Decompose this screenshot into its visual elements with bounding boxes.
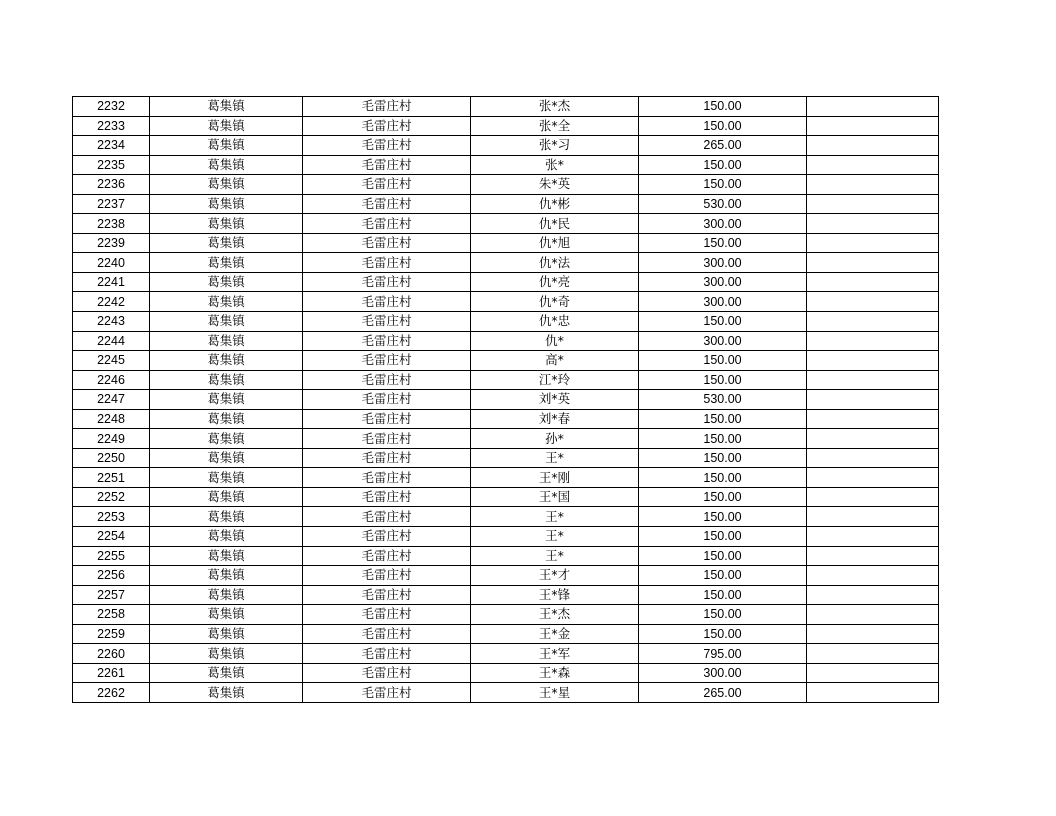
row-number-cell: 2233 <box>73 116 150 136</box>
note-cell <box>807 116 939 136</box>
note-cell <box>807 214 939 234</box>
town-cell: 葛集镇 <box>150 370 303 390</box>
table-row <box>73 351 939 371</box>
village-cell: 毛雷庄村 <box>303 272 471 292</box>
village-cell: 毛雷庄村 <box>303 233 471 253</box>
village-cell: 毛雷庄村 <box>303 468 471 488</box>
row-number-cell: 2242 <box>73 292 150 312</box>
amount-cell: 150.00 <box>639 585 807 605</box>
row-number-cell: 2237 <box>73 194 150 214</box>
row-number-cell: 2250 <box>73 448 150 468</box>
row-number-cell: 2234 <box>73 136 150 156</box>
village-cell: 毛雷庄村 <box>303 175 471 195</box>
note-cell <box>807 331 939 351</box>
note-cell <box>807 312 939 332</box>
table-row <box>73 566 939 586</box>
row-number-cell: 2261 <box>73 663 150 683</box>
ledger-sheet <box>72 96 938 703</box>
table-row <box>73 429 939 449</box>
person-name-cell: 刘*英 <box>471 390 639 410</box>
amount-cell: 150.00 <box>639 233 807 253</box>
table-row <box>73 253 939 273</box>
row-number-cell: 2249 <box>73 429 150 449</box>
amount-cell: 150.00 <box>639 429 807 449</box>
village-cell: 毛雷庄村 <box>303 683 471 703</box>
village-cell: 毛雷庄村 <box>303 97 471 117</box>
village-cell: 毛雷庄村 <box>303 429 471 449</box>
town-cell: 葛集镇 <box>150 468 303 488</box>
town-cell: 葛集镇 <box>150 253 303 273</box>
note-cell <box>807 566 939 586</box>
person-name-cell: 江*玲 <box>471 370 639 390</box>
town-cell: 葛集镇 <box>150 448 303 468</box>
table-row <box>73 487 939 507</box>
amount-cell: 300.00 <box>639 331 807 351</box>
village-cell: 毛雷庄村 <box>303 331 471 351</box>
row-number-cell: 2256 <box>73 566 150 586</box>
person-name-cell: 王*杰 <box>471 605 639 625</box>
amount-cell: 150.00 <box>639 155 807 175</box>
amount-cell: 265.00 <box>639 136 807 156</box>
note-cell <box>807 487 939 507</box>
amount-cell: 530.00 <box>639 390 807 410</box>
amount-cell: 300.00 <box>639 253 807 273</box>
person-name-cell: 仇*法 <box>471 253 639 273</box>
note-cell <box>807 507 939 527</box>
town-cell: 葛集镇 <box>150 487 303 507</box>
table-row <box>73 272 939 292</box>
amount-cell: 150.00 <box>639 487 807 507</box>
town-cell: 葛集镇 <box>150 429 303 449</box>
town-cell: 葛集镇 <box>150 214 303 234</box>
village-cell: 毛雷庄村 <box>303 507 471 527</box>
person-name-cell: 王* <box>471 546 639 566</box>
note-cell <box>807 253 939 273</box>
amount-cell: 530.00 <box>639 194 807 214</box>
village-cell: 毛雷庄村 <box>303 253 471 273</box>
ledger-body <box>73 97 939 703</box>
village-cell: 毛雷庄村 <box>303 487 471 507</box>
town-cell: 葛集镇 <box>150 683 303 703</box>
table-row <box>73 468 939 488</box>
amount-cell: 300.00 <box>639 663 807 683</box>
town-cell: 葛集镇 <box>150 331 303 351</box>
ledger-table <box>72 96 939 703</box>
amount-cell: 150.00 <box>639 448 807 468</box>
table-row <box>73 292 939 312</box>
town-cell: 葛集镇 <box>150 175 303 195</box>
town-cell: 葛集镇 <box>150 116 303 136</box>
table-row <box>73 585 939 605</box>
town-cell: 葛集镇 <box>150 546 303 566</box>
note-cell <box>807 97 939 117</box>
town-cell: 葛集镇 <box>150 272 303 292</box>
row-number-cell: 2248 <box>73 409 150 429</box>
town-cell: 葛集镇 <box>150 409 303 429</box>
table-row <box>73 546 939 566</box>
person-name-cell: 王*军 <box>471 644 639 664</box>
person-name-cell: 朱*英 <box>471 175 639 195</box>
person-name-cell: 刘*春 <box>471 409 639 429</box>
note-cell <box>807 585 939 605</box>
row-number-cell: 2246 <box>73 370 150 390</box>
row-number-cell: 2241 <box>73 272 150 292</box>
person-name-cell: 仇*亮 <box>471 272 639 292</box>
note-cell <box>807 605 939 625</box>
note-cell <box>807 644 939 664</box>
person-name-cell: 仇*忠 <box>471 312 639 332</box>
village-cell: 毛雷庄村 <box>303 155 471 175</box>
table-row <box>73 370 939 390</box>
note-cell <box>807 233 939 253</box>
village-cell: 毛雷庄村 <box>303 624 471 644</box>
note-cell <box>807 624 939 644</box>
village-cell: 毛雷庄村 <box>303 351 471 371</box>
table-row <box>73 448 939 468</box>
amount-cell: 150.00 <box>639 409 807 429</box>
row-number-cell: 2245 <box>73 351 150 371</box>
note-cell <box>807 351 939 371</box>
person-name-cell: 王* <box>471 507 639 527</box>
town-cell: 葛集镇 <box>150 155 303 175</box>
town-cell: 葛集镇 <box>150 566 303 586</box>
person-name-cell: 王* <box>471 527 639 547</box>
note-cell <box>807 409 939 429</box>
village-cell: 毛雷庄村 <box>303 292 471 312</box>
table-row <box>73 97 939 117</box>
table-row <box>73 507 939 527</box>
village-cell: 毛雷庄村 <box>303 370 471 390</box>
table-row <box>73 312 939 332</box>
table-row <box>73 194 939 214</box>
person-name-cell: 孙* <box>471 429 639 449</box>
row-number-cell: 2244 <box>73 331 150 351</box>
note-cell <box>807 683 939 703</box>
person-name-cell: 高* <box>471 351 639 371</box>
amount-cell: 150.00 <box>639 624 807 644</box>
village-cell: 毛雷庄村 <box>303 546 471 566</box>
amount-cell: 795.00 <box>639 644 807 664</box>
town-cell: 葛集镇 <box>150 233 303 253</box>
person-name-cell: 王*刚 <box>471 468 639 488</box>
amount-cell: 150.00 <box>639 605 807 625</box>
note-cell <box>807 448 939 468</box>
village-cell: 毛雷庄村 <box>303 605 471 625</box>
row-number-cell: 2262 <box>73 683 150 703</box>
town-cell: 葛集镇 <box>150 585 303 605</box>
table-row <box>73 527 939 547</box>
row-number-cell: 2243 <box>73 312 150 332</box>
table-row <box>73 683 939 703</box>
table-row <box>73 331 939 351</box>
amount-cell: 150.00 <box>639 468 807 488</box>
town-cell: 葛集镇 <box>150 312 303 332</box>
person-name-cell: 王*星 <box>471 683 639 703</box>
table-row <box>73 136 939 156</box>
row-number-cell: 2252 <box>73 487 150 507</box>
note-cell <box>807 136 939 156</box>
amount-cell: 150.00 <box>639 370 807 390</box>
village-cell: 毛雷庄村 <box>303 136 471 156</box>
village-cell: 毛雷庄村 <box>303 312 471 332</box>
amount-cell: 300.00 <box>639 292 807 312</box>
row-number-cell: 2259 <box>73 624 150 644</box>
note-cell <box>807 194 939 214</box>
village-cell: 毛雷庄村 <box>303 663 471 683</box>
amount-cell: 150.00 <box>639 566 807 586</box>
person-name-cell: 王* <box>471 448 639 468</box>
person-name-cell: 王*才 <box>471 566 639 586</box>
village-cell: 毛雷庄村 <box>303 448 471 468</box>
note-cell <box>807 468 939 488</box>
note-cell <box>807 527 939 547</box>
village-cell: 毛雷庄村 <box>303 527 471 547</box>
amount-cell: 150.00 <box>639 97 807 117</box>
table-row <box>73 233 939 253</box>
note-cell <box>807 663 939 683</box>
village-cell: 毛雷庄村 <box>303 390 471 410</box>
table-row <box>73 409 939 429</box>
row-number-cell: 2255 <box>73 546 150 566</box>
person-name-cell: 张*习 <box>471 136 639 156</box>
town-cell: 葛集镇 <box>150 292 303 312</box>
row-number-cell: 2258 <box>73 605 150 625</box>
table-row <box>73 390 939 410</box>
village-cell: 毛雷庄村 <box>303 116 471 136</box>
town-cell: 葛集镇 <box>150 194 303 214</box>
amount-cell: 300.00 <box>639 272 807 292</box>
amount-cell: 300.00 <box>639 214 807 234</box>
person-name-cell: 仇*旭 <box>471 233 639 253</box>
town-cell: 葛集镇 <box>150 663 303 683</box>
row-number-cell: 2238 <box>73 214 150 234</box>
person-name-cell: 仇*彬 <box>471 194 639 214</box>
row-number-cell: 2235 <box>73 155 150 175</box>
town-cell: 葛集镇 <box>150 644 303 664</box>
amount-cell: 150.00 <box>639 527 807 547</box>
village-cell: 毛雷庄村 <box>303 409 471 429</box>
person-name-cell: 王*森 <box>471 663 639 683</box>
town-cell: 葛集镇 <box>150 605 303 625</box>
person-name-cell: 仇*民 <box>471 214 639 234</box>
town-cell: 葛集镇 <box>150 97 303 117</box>
row-number-cell: 2236 <box>73 175 150 195</box>
table-row <box>73 214 939 234</box>
person-name-cell: 王*锋 <box>471 585 639 605</box>
amount-cell: 265.00 <box>639 683 807 703</box>
town-cell: 葛集镇 <box>150 624 303 644</box>
row-number-cell: 2254 <box>73 527 150 547</box>
person-name-cell: 仇*奇 <box>471 292 639 312</box>
row-number-cell: 2239 <box>73 233 150 253</box>
row-number-cell: 2232 <box>73 97 150 117</box>
village-cell: 毛雷庄村 <box>303 214 471 234</box>
amount-cell: 150.00 <box>639 175 807 195</box>
person-name-cell: 张*全 <box>471 116 639 136</box>
note-cell <box>807 155 939 175</box>
note-cell <box>807 370 939 390</box>
amount-cell: 150.00 <box>639 312 807 332</box>
village-cell: 毛雷庄村 <box>303 566 471 586</box>
amount-cell: 150.00 <box>639 351 807 371</box>
person-name-cell: 张* <box>471 155 639 175</box>
note-cell <box>807 390 939 410</box>
table-row <box>73 624 939 644</box>
town-cell: 葛集镇 <box>150 136 303 156</box>
table-row <box>73 155 939 175</box>
table-row <box>73 663 939 683</box>
town-cell: 葛集镇 <box>150 351 303 371</box>
table-row <box>73 116 939 136</box>
note-cell <box>807 429 939 449</box>
town-cell: 葛集镇 <box>150 390 303 410</box>
row-number-cell: 2240 <box>73 253 150 273</box>
amount-cell: 150.00 <box>639 116 807 136</box>
town-cell: 葛集镇 <box>150 527 303 547</box>
note-cell <box>807 272 939 292</box>
table-row <box>73 605 939 625</box>
row-number-cell: 2257 <box>73 585 150 605</box>
amount-cell: 150.00 <box>639 546 807 566</box>
village-cell: 毛雷庄村 <box>303 585 471 605</box>
note-cell <box>807 175 939 195</box>
person-name-cell: 张*杰 <box>471 97 639 117</box>
row-number-cell: 2253 <box>73 507 150 527</box>
note-cell <box>807 292 939 312</box>
village-cell: 毛雷庄村 <box>303 194 471 214</box>
person-name-cell: 仇* <box>471 331 639 351</box>
amount-cell: 150.00 <box>639 507 807 527</box>
village-cell: 毛雷庄村 <box>303 644 471 664</box>
table-row <box>73 175 939 195</box>
town-cell: 葛集镇 <box>150 507 303 527</box>
table-row <box>73 644 939 664</box>
row-number-cell: 2251 <box>73 468 150 488</box>
person-name-cell: 王*金 <box>471 624 639 644</box>
person-name-cell: 王*国 <box>471 487 639 507</box>
row-number-cell: 2260 <box>73 644 150 664</box>
row-number-cell: 2247 <box>73 390 150 410</box>
note-cell <box>807 546 939 566</box>
